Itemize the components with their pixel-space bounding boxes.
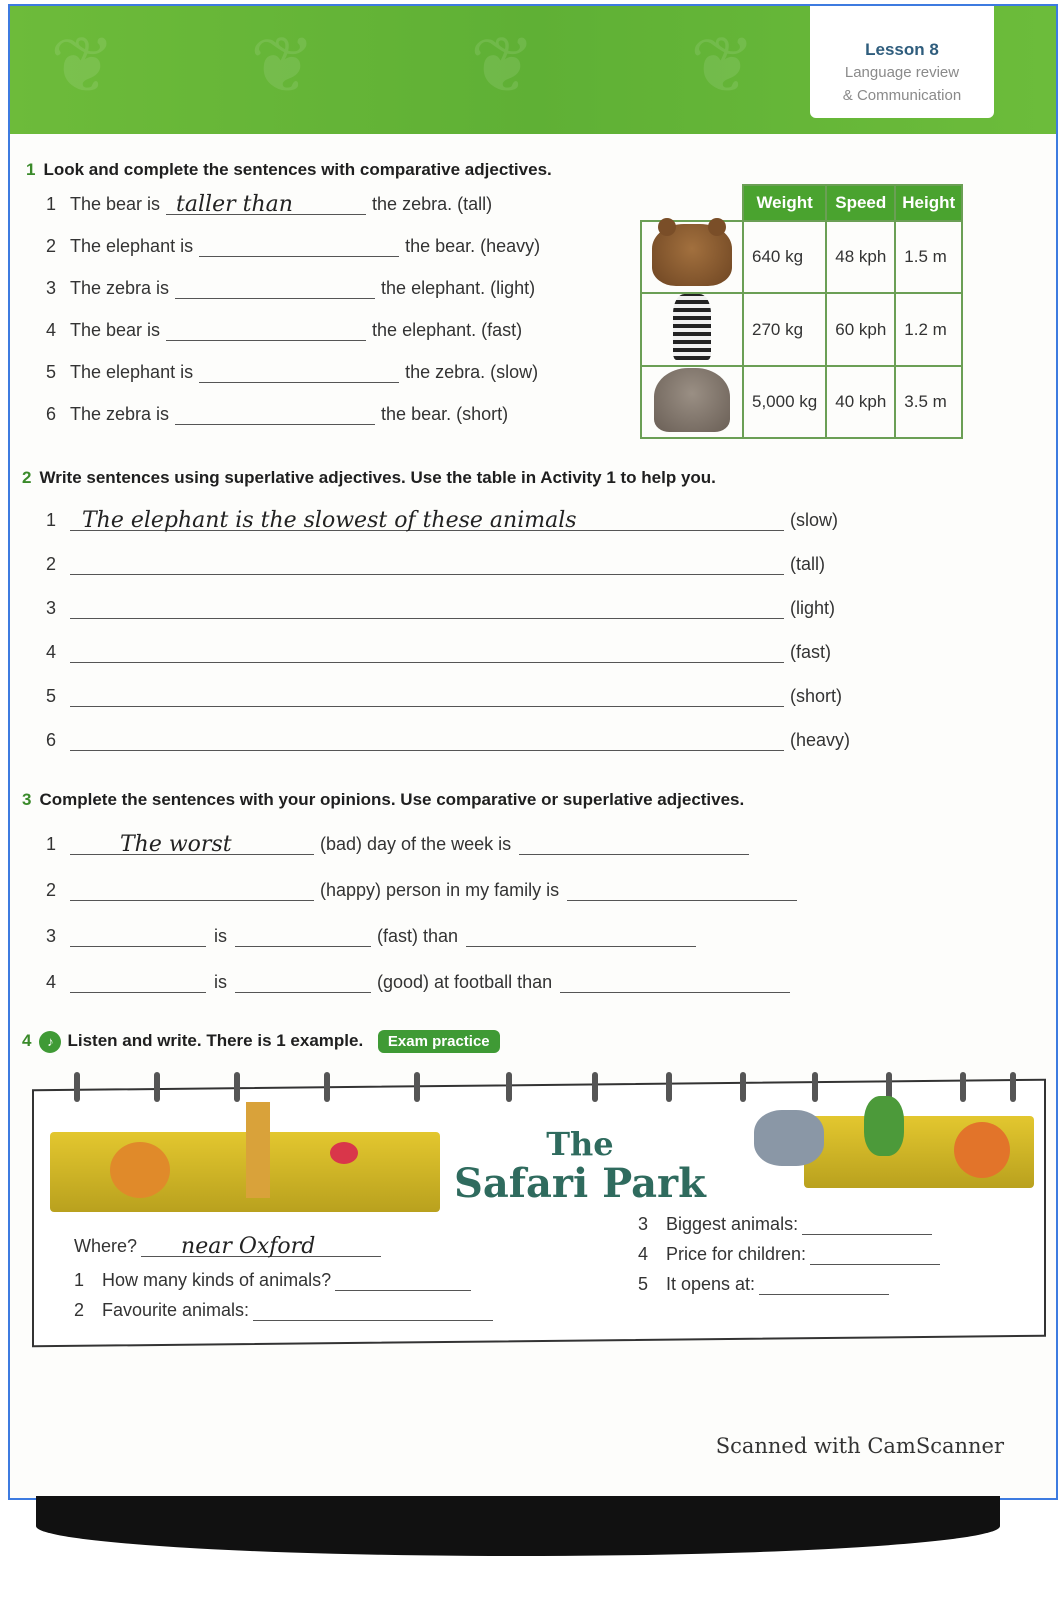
table-cell: 40 kph <box>826 366 895 438</box>
a2-sentence: 3 (light) <box>46 598 836 618</box>
answer-blank[interactable] <box>70 878 314 901</box>
rhino-icon <box>754 1110 824 1166</box>
snake-icon <box>864 1096 904 1156</box>
a3-sentence: 2 (happy) person in my family is <box>46 878 797 901</box>
bottom-dark-bar <box>36 1496 1000 1556</box>
a3-sentence: 3 is (fast) than <box>46 924 696 947</box>
activity-4-heading: 4 ♪ Listen and write. There is 1 example. Exam practice <box>22 1030 500 1053</box>
table-header: Height <box>895 185 962 221</box>
table-cell: 1.2 m <box>895 293 962 366</box>
zebra-icon <box>641 293 743 366</box>
binder-ring <box>592 1072 598 1102</box>
answer-blank[interactable] <box>70 832 314 855</box>
answer-blank[interactable] <box>70 924 206 947</box>
activity-2-heading: 2 Write sentences using superlative adjectives. Use the table in Activity 1 to help you. <box>22 468 716 487</box>
binder-ring <box>414 1072 420 1102</box>
binder-ring <box>1010 1072 1016 1102</box>
animal-stats-table <box>640 184 963 439</box>
exam-practice-badge: Exam practice <box>378 1030 500 1053</box>
activity-number: 4 <box>22 1031 32 1050</box>
scanner-watermark: Scanned with CamScanner <box>715 1434 1004 1458</box>
a1-sentence: 4 The bear is the elephant. (fast) <box>46 320 523 340</box>
answer-blank[interactable] <box>560 970 790 993</box>
question-4: 4 Price for children: <box>638 1242 940 1265</box>
binder-ring <box>74 1072 80 1102</box>
table-cell: 1.5 m <box>895 221 962 293</box>
a2-sentence: 2 (tall) <box>46 554 825 574</box>
answer-blank[interactable] <box>235 970 371 993</box>
header-banner <box>10 6 1056 134</box>
lion-icon <box>110 1142 170 1198</box>
answer-blank[interactable] <box>70 684 784 707</box>
binder-ring <box>740 1072 746 1102</box>
table-corner <box>641 185 743 221</box>
binder-ring <box>234 1072 240 1102</box>
a1-sentence: 5 The elephant is the zebra. (slow) <box>46 362 539 382</box>
a1-sentence: 1 The bear is taller than the zebra. (tall) <box>46 192 493 217</box>
activity-number: 2 <box>22 468 32 487</box>
handwritten-answer: taller than <box>176 192 293 217</box>
answer-blank[interactable] <box>70 552 784 575</box>
table-header: Weight <box>743 185 826 221</box>
activity-3-heading: 3 Complete the sentences with your opinions. Use comparative or superlative adjectives. <box>22 790 745 809</box>
answer-blank[interactable] <box>70 596 784 619</box>
activity-1-heading: 1 Look and complete the sentences with comparative adjectives. <box>26 160 552 179</box>
binder-ring <box>666 1072 672 1102</box>
answer-blank[interactable] <box>166 320 366 341</box>
safari-park-notebook <box>24 1072 1044 1340</box>
a3-sentence: 4 is (good) at football than <box>46 970 790 993</box>
giraffe-icon <box>246 1102 270 1198</box>
binder-ring <box>324 1072 330 1102</box>
table-row <box>641 221 962 293</box>
answer-blank[interactable] <box>567 878 797 901</box>
a2-sentence: 5 (short) <box>46 686 843 706</box>
lesson-subtitle: Language review <box>844 64 960 81</box>
answer-blank[interactable] <box>70 640 784 663</box>
a3-sentence: 1 The worst (bad) day of the week is <box>46 832 749 855</box>
rhino-snake-tiger-illustration <box>804 1116 1034 1188</box>
answer-blank[interactable] <box>175 404 375 425</box>
binder-ring <box>506 1072 512 1102</box>
decor-animal-icon: ❦ <box>250 21 316 109</box>
a1-sentence: 3 The zebra is the elephant. (light) <box>46 278 536 298</box>
table-header: Speed <box>826 185 895 221</box>
answer-blank[interactable] <box>759 1272 889 1295</box>
a2-sentence: 1 The elephant is the slowest of these animals (slow) <box>46 508 838 533</box>
answer-blank[interactable] <box>235 924 371 947</box>
handwritten-answer: The elephant is the slowest of these animals <box>82 508 577 533</box>
a1-sentence: 6 The zebra is the bear. (short) <box>46 404 509 424</box>
handwritten-answer: near Oxford <box>181 1234 316 1259</box>
answer-blank[interactable] <box>802 1212 932 1235</box>
question-3: 3 Biggest animals: <box>638 1212 932 1235</box>
a1-sentence: 2 The elephant is the bear. (heavy) <box>46 236 541 256</box>
a2-sentence: 6 (heavy) <box>46 730 851 750</box>
bird-icon <box>330 1142 358 1164</box>
answer-blank[interactable] <box>199 362 399 383</box>
lesson-subtitle: & Communication <box>842 87 962 104</box>
safari-park-title: The Safari Park <box>454 1125 706 1207</box>
binder-ring <box>154 1072 160 1102</box>
binder-ring <box>812 1072 818 1102</box>
table-cell: 3.5 m <box>895 366 962 438</box>
table-cell: 640 kg <box>743 221 826 293</box>
decor-animal-icon: ❦ <box>690 21 756 109</box>
worksheet-page <box>8 4 1058 1500</box>
elephant-icon <box>641 366 743 438</box>
answer-blank[interactable] <box>466 924 696 947</box>
question-5: 5 It opens at: <box>638 1272 889 1295</box>
handwritten-answer: The worst <box>120 832 232 857</box>
answer-blank[interactable] <box>166 194 366 215</box>
answer-blank[interactable] <box>175 278 375 299</box>
binder-ring <box>960 1072 966 1102</box>
decor-animal-icon: ❦ <box>470 21 536 109</box>
question-1: 1 How many kinds of animals? <box>74 1268 471 1291</box>
table-cell: 270 kg <box>743 293 826 366</box>
answer-blank[interactable] <box>253 1298 493 1321</box>
bear-icon <box>641 221 743 293</box>
lesson-label <box>810 6 994 118</box>
tiger-icon <box>954 1122 1010 1178</box>
answer-blank[interactable] <box>335 1268 471 1291</box>
answer-blank[interactable] <box>70 508 784 531</box>
question-2: 2 Favourite animals: <box>74 1298 493 1321</box>
where-question: Where? near Oxford <box>74 1234 381 1257</box>
table-cell: 5,000 kg <box>743 366 826 438</box>
table-row <box>641 293 962 366</box>
answer-blank[interactable] <box>199 236 399 257</box>
table-row <box>641 366 962 438</box>
table-cell: 60 kph <box>826 293 895 366</box>
decor-animal-icon: ❦ <box>50 21 116 109</box>
answer-blank[interactable] <box>810 1242 940 1265</box>
table-cell: 48 kph <box>826 221 895 293</box>
activity-number: 1 <box>26 160 36 179</box>
audio-icon[interactable]: ♪ <box>39 1031 61 1053</box>
answer-blank[interactable] <box>519 832 749 855</box>
answer-blank[interactable] <box>70 970 206 993</box>
answer-blank[interactable] <box>70 728 784 751</box>
lion-giraffe-bird-illustration <box>50 1132 440 1212</box>
activity-number: 3 <box>22 790 32 809</box>
a2-sentence: 4 (fast) <box>46 642 832 662</box>
lesson-title: Lesson 8 <box>865 40 939 59</box>
answer-blank[interactable] <box>141 1234 381 1257</box>
